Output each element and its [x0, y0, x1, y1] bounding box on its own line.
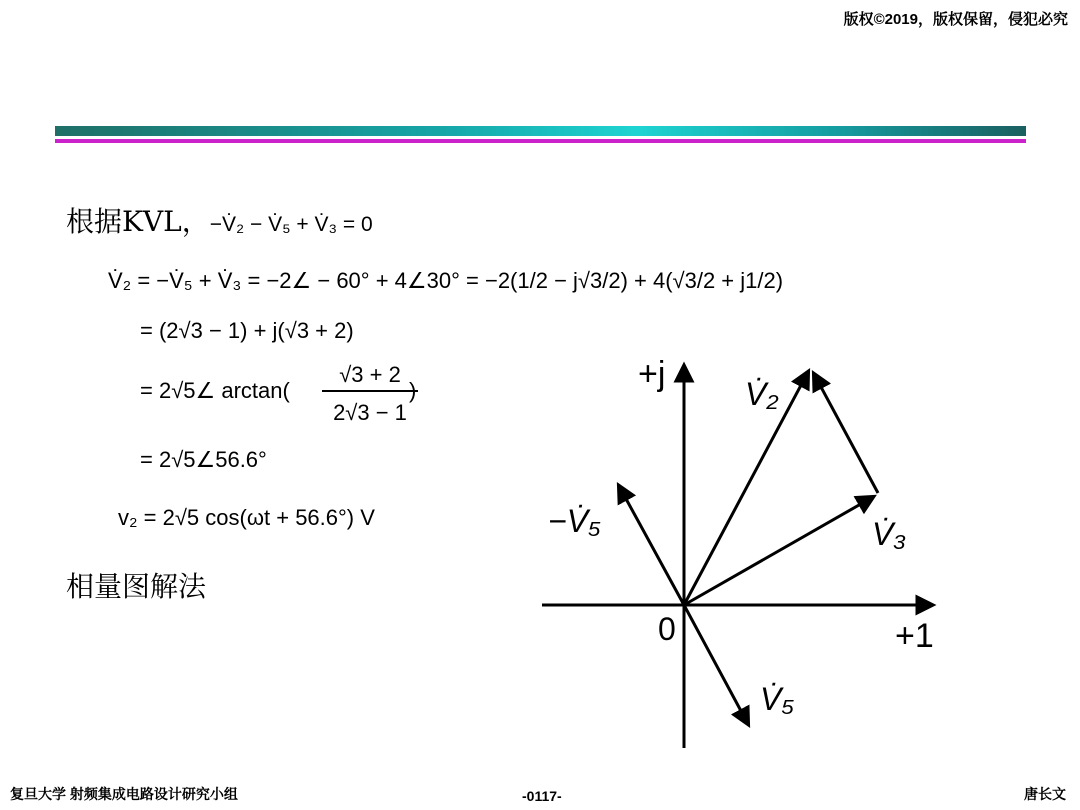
page-number: -0117- — [522, 788, 562, 804]
arrow-v3-to-v2 — [814, 374, 878, 493]
equation-v2-sum: V̇₂ = −V̇₅ + V̇₃ = −2∠ − 60° + 4∠30° = −2(1/2 − j√3/2) + 4(√3/2 + j1/2) — [108, 268, 784, 293]
footer-organization: 复旦大学 射频集成电路设计研究小组 — [10, 786, 238, 802]
fraction-denominator: 2√3 − 1 — [333, 400, 407, 425]
arrow-neg-v5 — [619, 486, 684, 605]
equation-arctan-close: ) — [409, 378, 417, 403]
equation-polar: = 2√5∠56.6° — [140, 447, 267, 472]
copyright-notice: 版权©2019，版权保留，侵犯必究 — [843, 11, 1068, 28]
method-heading: 相量图解法 — [66, 570, 207, 603]
label-origin: 0 — [658, 611, 676, 647]
equation-arctan-prefix: = 2√5∠ arctan( — [140, 378, 290, 403]
label-real-axis: +1 — [895, 617, 934, 655]
fraction-numerator: √3 + 2 — [339, 362, 401, 387]
kvl-heading: 根据KVL， — [66, 205, 210, 238]
arrow-v5 — [684, 605, 748, 724]
footer-author: 唐长文 — [1024, 786, 1066, 802]
equation-rectangular: = (2√3 − 1) + j(√3 + 2) — [140, 318, 354, 343]
label-phasor-neg-v5: −V̇₅ — [548, 503, 601, 539]
kvl-equation: −V̇₂ − V̇₅ + V̇₃ = 0 — [209, 213, 373, 236]
label-phasor-v5: V̇₅ — [760, 681, 795, 717]
equation-time-domain: v₂ = 2√5 cos(ωt + 56.6°) V — [118, 505, 375, 530]
label-phasor-v3: V̇₃ — [872, 516, 907, 552]
label-imag-axis: +j — [638, 355, 666, 393]
label-phasor-v2: V̇₂ — [745, 376, 779, 412]
